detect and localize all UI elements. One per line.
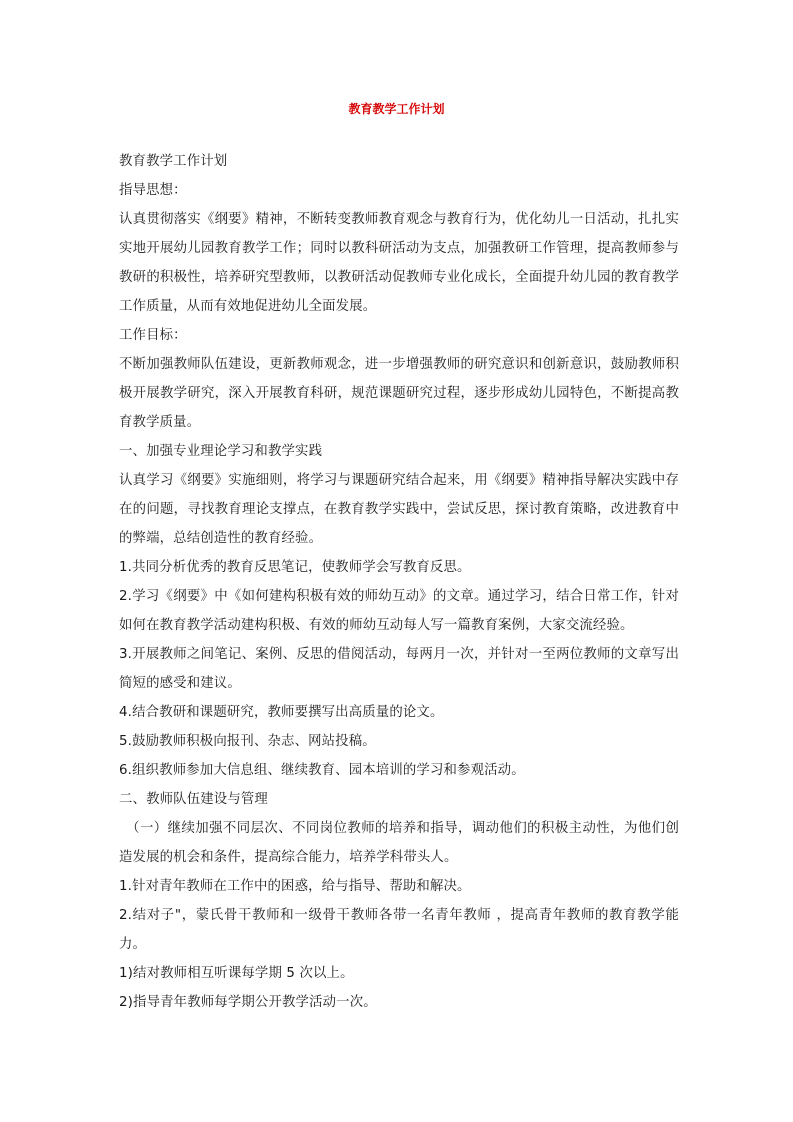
paragraph-heading: 教育教学工作计划 [119,154,228,169]
list-item: 1.针对青年教师在工作中的困惑，给与指导、帮助和解决。 [119,879,471,894]
list-item: 3.开展教师之间笔记、案例、反思的借阅活动，每两月一次，并针对一至两位教师的文章写出简短的感受和建议。 [119,647,679,691]
list-item: 6.组织教师参加大信息组、继续教育、园本培训的学习和参观活动。 [119,763,525,778]
list-item: 2.结对子"，蒙氏骨干教师和一级骨干教师各带一名青年教师 ，提高青年教师的教育教学能力。 [119,908,679,952]
list-item: 5.鼓励教师积极向报刊、杂志、网站投稿。 [119,734,376,749]
document-title: 教育教学工作计划 [348,102,445,116]
paragraph-section-label: 指导思想： [119,183,187,198]
list-item: 2)指导青年教师每学期公开教学活动一次。 [119,995,377,1010]
list-item: 4.结合教研和课题研究，教师要撰写出高质量的论文。 [119,705,444,720]
paragraph-work-goal: 不断加强教师队伍建设，更新教师观念，进一步增强教师的研究意识和创新意识，鼓励教师积极开展教学研究，深入开展教育科研，规范课题研究过程，逐步形成幼儿园特色，不断提高教育教学质量。 [119,357,679,430]
paragraph-guiding-thought: 认真贯彻落实《纲要》精神，不断转变教师教育观念与教育行为，优化幼儿一日活动，扎扎实实地开展幼儿园教育教学工作；同时以教科研活动为支点，加强教研工作管理，提高教师参与教研的积极性，培养研究型教师，以教研活动促教师专业化成长，全面提升幼儿园的教育教学工作质量，从而有效地促进幼儿全面发展。 [119,212,679,314]
paragraph-section-heading: 二、教师队伍建设与管理 [119,792,268,807]
paragraph-body: （一）继续加强不同层次、不同岗位教师的培养和指导，调动他们的积极主动性，为他们创造发展的机会和条件，提高综合能力，培养学科带头人。 [119,821,679,865]
paragraph-section-label: 工作目标： [119,328,187,343]
list-item: 1.共同分析优秀的教育反思笔记，使教师学会写教育反思。 [119,560,471,575]
paragraph-body: 认真学习《纲要》实施细则，将学习与课题研究结合起来，用《纲要》精神指导解决实践中存在的问题，寻找教育理论支撑点，在教育教学实践中，尝试反思，探讨教育策略，改进教育中的弊端，总结创造性的教育经验。 [119,473,679,546]
document-body [119,147,679,1017]
list-item: 1)结对教师相互听课每学期 5 次以上。 [119,966,354,981]
list-item: 2.学习《纲要》中《如何建构积极有效的师幼互动》的文章。通过学习，结合日常工作，针对如何在教育教学活动建构积极、有效的师幼互动每人写一篇教育案例，大家交流经验。 [119,589,679,633]
paragraph-section-heading: 一、加强专业理论学习和教学实践 [119,444,323,459]
